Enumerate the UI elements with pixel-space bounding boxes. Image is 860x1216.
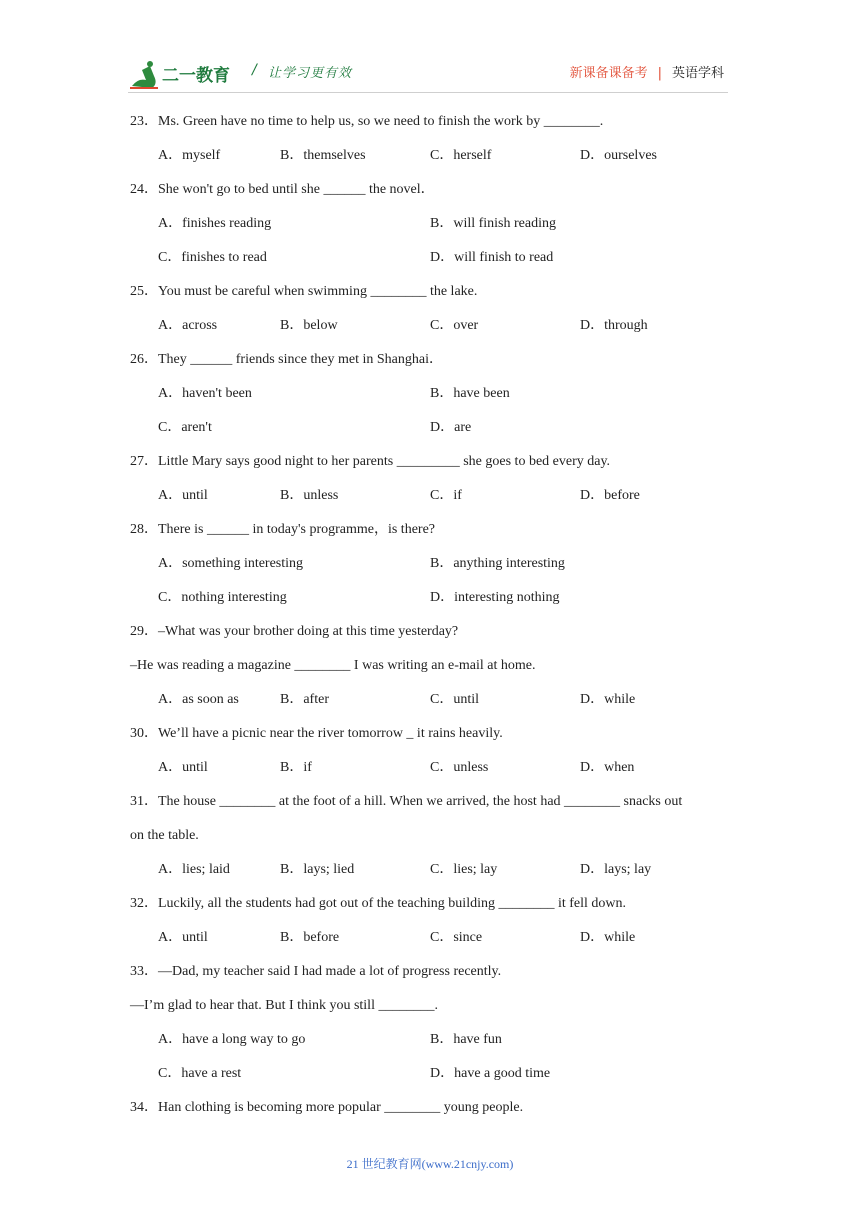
answer-option: B．if bbox=[280, 760, 312, 775]
answer-option: D．have a good time bbox=[430, 1066, 551, 1081]
page-header bbox=[0, 0, 860, 100]
options-row bbox=[130, 588, 740, 622]
answer-option: C．if bbox=[430, 488, 462, 503]
subject-label: 英语学科 bbox=[671, 66, 724, 81]
question-stem-continued: –He was reading a magazine ________ I was writing an e-mail at home. bbox=[130, 658, 536, 673]
answer-option: B．lays; lied bbox=[280, 862, 355, 877]
answer-option: B．before bbox=[280, 930, 340, 945]
question-stem-continued: on the table. bbox=[130, 828, 199, 843]
options-row bbox=[130, 418, 740, 452]
question-stem: 32．Luckily, all the students had got out of the teaching building ________ it fell down. bbox=[130, 896, 627, 911]
answer-option: B．after bbox=[280, 692, 329, 707]
header-right bbox=[570, 62, 724, 81]
answer-option: B．below bbox=[280, 318, 338, 333]
question-stem: 26．They ______ friends since they met in Shanghai． bbox=[130, 352, 443, 367]
answer-option: C．over bbox=[430, 318, 479, 333]
slogan: 让学习更有效 bbox=[268, 66, 353, 81]
answer-option: A．until bbox=[158, 488, 208, 503]
answer-option: D．will finish to read bbox=[430, 250, 554, 265]
answer-option: D．when bbox=[580, 760, 635, 775]
answer-option: A．myself bbox=[158, 148, 221, 163]
answer-option: B．unless bbox=[280, 488, 339, 503]
answer-option: B．have been bbox=[430, 386, 510, 401]
logo-text: 二一教育 bbox=[162, 66, 230, 86]
answer-option: C．lies; lay bbox=[430, 862, 498, 877]
question-list bbox=[130, 112, 740, 1132]
options-row bbox=[130, 860, 740, 894]
question-stem: 25．You must be careful when swimming ________ the lake. bbox=[130, 284, 478, 299]
answer-option: A．finishes reading bbox=[158, 216, 272, 231]
answer-option: A．until bbox=[158, 760, 208, 775]
header-separator: | bbox=[657, 66, 662, 81]
answer-option: A．as soon as bbox=[158, 692, 239, 707]
answer-option: D．while bbox=[580, 692, 636, 707]
answer-option: C．finishes to read bbox=[158, 250, 267, 265]
header-divider bbox=[128, 92, 728, 93]
answer-option: A．across bbox=[158, 318, 218, 333]
answer-option: A．have a long way to go bbox=[158, 1032, 306, 1047]
answer-option: D．interesting nothing bbox=[430, 590, 560, 605]
answer-option: C．unless bbox=[430, 760, 489, 775]
question-stem: 29．–What was your brother doing at this time yesterday? bbox=[130, 624, 459, 639]
options-row bbox=[130, 486, 740, 520]
answer-option: A．something interesting bbox=[158, 556, 304, 571]
options-row bbox=[130, 690, 740, 724]
options-row bbox=[130, 1030, 740, 1064]
answer-option: D．before bbox=[580, 488, 640, 503]
answer-option: A．lies; laid bbox=[158, 862, 230, 877]
question-stem: 33．—Dad, my teacher said I had made a lot of progress recently. bbox=[130, 964, 502, 979]
answer-option: D．are bbox=[430, 420, 472, 435]
answer-option: C．have a rest bbox=[158, 1066, 242, 1081]
answer-option: D．lays; lay bbox=[580, 862, 652, 877]
answer-option: B．anything interesting bbox=[430, 556, 565, 571]
question-stem: 31．The house ________ at the foot of a hill. When we arrived, the host had ________ snacks out bbox=[130, 794, 683, 809]
question-stem: 30．We’ll have a picnic near the river tomorrow _ it rains heavily. bbox=[130, 726, 503, 741]
options-row bbox=[130, 758, 740, 792]
answer-option: D．ourselves bbox=[580, 148, 657, 163]
question-stem-continued: —I’m glad to hear that. But I think you still ________. bbox=[130, 998, 438, 1013]
options-row bbox=[130, 1064, 740, 1098]
answer-option: A．until bbox=[158, 930, 208, 945]
answer-option: C．aren't bbox=[158, 420, 212, 435]
question-stem: 27．Little Mary says good night to her parents _________ she goes to bed every day. bbox=[130, 454, 611, 469]
options-row bbox=[130, 248, 740, 282]
options-row bbox=[130, 554, 740, 588]
answer-option: A．haven't been bbox=[158, 386, 252, 401]
answer-option: B．have fun bbox=[430, 1032, 502, 1047]
page-footer: 21 世纪教育网(www.21cnjy.com) bbox=[346, 1157, 514, 1171]
options-row bbox=[130, 316, 740, 350]
question-stem: 34．Han clothing is becoming more popular ________ young people. bbox=[130, 1100, 524, 1115]
question-stem: 24．She won't go to bed until she ______ the novel． bbox=[130, 182, 435, 197]
slogan-separator: / bbox=[252, 62, 257, 78]
question-stem: 23．Ms. Green have no time to help us, so we need to finish the work by ________. bbox=[130, 114, 604, 129]
answer-option: C．herself bbox=[430, 148, 492, 163]
answer-option: D．while bbox=[580, 930, 636, 945]
answer-option: C．until bbox=[430, 692, 480, 707]
answer-option: D．through bbox=[580, 318, 648, 333]
answer-option: B．themselves bbox=[280, 148, 366, 163]
options-row bbox=[130, 146, 740, 180]
answer-option: B．will finish reading bbox=[430, 216, 556, 231]
logo-icon bbox=[128, 58, 240, 92]
options-row bbox=[130, 214, 740, 248]
answer-option: C．nothing interesting bbox=[158, 590, 287, 605]
options-row bbox=[130, 928, 740, 962]
question-stem: 28．There is ______ in today's programme，is there? bbox=[130, 522, 436, 537]
answer-option: C．since bbox=[430, 930, 483, 945]
course-label: 新课备课备考 bbox=[569, 66, 648, 81]
options-row bbox=[130, 384, 740, 418]
